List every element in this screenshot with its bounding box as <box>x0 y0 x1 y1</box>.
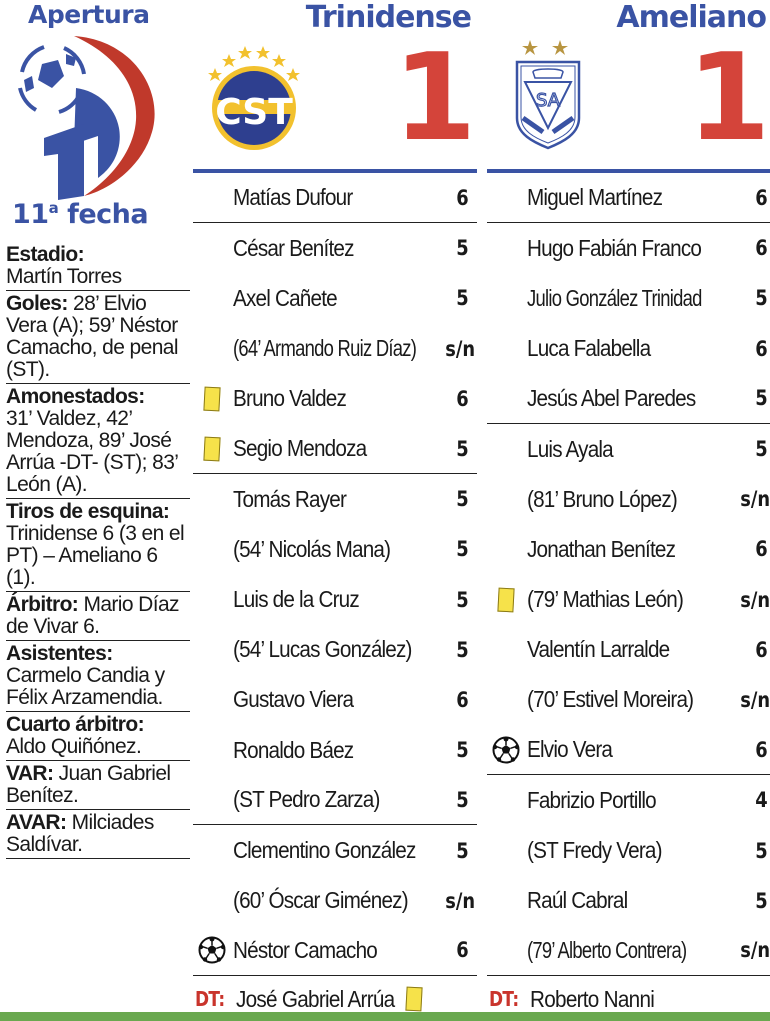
tournament-title: Apertura <box>28 0 150 29</box>
info-text: 31’ Valdez, 42’ Mendoza, 89’ José Arrúa -DT- (ST); 83’ León (A). <box>6 407 178 496</box>
player-name: (ST Fredy Vera) <box>527 837 662 864</box>
info-text: 28’ Elvio Vera (A); 59’ Néstor Camacho, de penal (ST). <box>6 292 178 381</box>
player-rating: 5 <box>456 637 469 662</box>
player-row <box>487 173 770 223</box>
player-rating: 6 <box>456 386 469 411</box>
player-name: Gustavo Viera <box>233 686 354 713</box>
coach-label: DT: <box>195 987 225 1011</box>
player-name: Axel Cañete <box>233 284 337 311</box>
info-label: VAR: <box>6 762 54 785</box>
player-name: (79’ Mathias León) <box>527 586 684 613</box>
info-text: Trinidense 6 (3 en el PT) – Ameliano 6 (1). <box>6 522 185 589</box>
player-name: (54’ Nicolás Mana) <box>233 535 391 562</box>
player-name: (ST Pedro Zarza) <box>233 786 380 813</box>
player-rating: 6 <box>456 185 469 210</box>
player-name: Clementino González <box>233 837 416 864</box>
player-name: Luis Ayala <box>527 435 613 462</box>
info-corners <box>6 499 190 592</box>
player-rating: 5 <box>755 286 768 311</box>
home-coach <box>195 984 422 1014</box>
info-label: Cuarto árbitro: <box>6 713 145 736</box>
yellow-card-icon <box>203 436 220 461</box>
player-rating: s/n <box>445 336 475 361</box>
info-text: Carmelo Candia y Félix Arzamendia. <box>6 664 165 709</box>
player-name: Valentín Larralde <box>527 636 670 663</box>
info-referee <box>6 592 190 641</box>
icon-slot-empty <box>197 735 227 765</box>
icon-slot-empty <box>491 534 521 564</box>
crest-letters: SA <box>535 90 561 111</box>
icon-slot-empty <box>197 836 227 866</box>
icon-slot-empty <box>491 183 521 213</box>
info-label: Tiros de esquina: <box>6 500 170 523</box>
round-number: 11 <box>12 199 49 230</box>
player-row <box>487 625 770 675</box>
player-name: Tomás Rayer <box>233 485 347 512</box>
player-name: Ronaldo Báez <box>233 736 354 763</box>
yellow-card-icon <box>405 987 422 1012</box>
icon-slot-empty <box>197 685 227 715</box>
player-row <box>193 926 477 976</box>
player-rating: s/n <box>740 938 770 963</box>
player-row <box>193 524 477 574</box>
soccer-ball-icon <box>197 935 227 965</box>
crest-letters: CST <box>215 92 293 133</box>
away-crest <box>513 38 583 150</box>
player-row <box>487 424 770 474</box>
yellow-card-icon <box>491 585 521 615</box>
coach-name: Roberto Nanni <box>529 985 654 1012</box>
player-row <box>487 675 770 725</box>
player-row <box>193 424 477 474</box>
player-rating: 6 <box>755 537 768 562</box>
info-fourth-official <box>6 712 190 761</box>
icon-slot-empty <box>491 685 521 715</box>
player-name: Julio González Trinidad <box>527 284 702 311</box>
icon-slot-empty <box>491 233 521 263</box>
info-label: Amonestados: <box>6 385 145 408</box>
match-info-list <box>6 242 190 859</box>
round-word: fecha <box>67 199 149 230</box>
player-row <box>487 725 770 775</box>
info-label: Árbitro: <box>6 593 79 616</box>
home-crest <box>207 38 301 150</box>
yellow-card-icon <box>197 384 227 414</box>
player-row <box>487 273 770 323</box>
icon-slot-empty <box>197 334 227 364</box>
player-rating: 6 <box>755 185 768 210</box>
player-name: Luis de la Cruz <box>233 586 359 613</box>
player-rating: 6 <box>755 737 768 762</box>
trinidense-crest-icon <box>207 38 301 150</box>
icon-slot-empty <box>197 635 227 665</box>
icon-slot-empty <box>197 233 227 263</box>
player-row <box>487 876 770 926</box>
player-name: Hugo Fabián Franco <box>527 234 702 261</box>
player-rating: s/n <box>740 587 770 612</box>
player-name: Néstor Camacho <box>233 936 377 963</box>
player-rating: 6 <box>755 236 768 261</box>
player-row <box>487 474 770 524</box>
away-coach <box>489 984 668 1014</box>
icon-slot-empty <box>197 484 227 514</box>
icon-slot-empty <box>491 383 521 413</box>
player-name: Fabrizio Portillo <box>527 786 656 813</box>
player-row <box>193 825 477 875</box>
soccer-ball-icon <box>491 735 521 765</box>
icon-slot-empty <box>197 283 227 313</box>
player-name: (64’ Armando Ruiz Díaz) <box>233 335 417 362</box>
info-text: Martín Torres <box>6 265 122 288</box>
player-row <box>193 575 477 625</box>
player-rating: 5 <box>755 386 768 411</box>
player-row <box>487 926 770 976</box>
player-name: Bruno Valdez <box>233 385 347 412</box>
player-rating: 6 <box>456 687 469 712</box>
player-rating: 5 <box>755 888 768 913</box>
away-score: 1 <box>687 29 770 168</box>
player-rating: 5 <box>456 286 469 311</box>
away-team-column <box>487 0 770 1021</box>
player-name: (54’ Lucas González) <box>233 636 412 663</box>
footer-bar <box>0 1012 770 1021</box>
player-row <box>193 273 477 323</box>
player-row <box>193 324 477 374</box>
home-score: 1 <box>393 29 477 168</box>
icon-slot-empty <box>197 183 227 213</box>
ameliano-crest-icon <box>513 38 583 150</box>
info-assistants <box>6 641 190 712</box>
coach-name: José Gabriel Arrúa <box>235 985 395 1012</box>
icon-slot-empty <box>197 585 227 615</box>
icon-slot-empty <box>491 334 521 364</box>
icon-slot-empty <box>491 434 521 464</box>
player-rating: 5 <box>456 838 469 863</box>
player-row <box>193 173 477 223</box>
info-label: Goles: <box>6 292 68 315</box>
player-row <box>193 775 477 825</box>
player-rating: 5 <box>456 738 469 763</box>
player-row <box>487 324 770 374</box>
player-row <box>487 374 770 424</box>
info-text: Milciades Saldívar. <box>6 811 154 856</box>
player-row <box>487 524 770 574</box>
round-suffix: a <box>48 199 59 217</box>
player-row <box>193 876 477 926</box>
player-row <box>193 725 477 775</box>
player-name: Segio Mendoza <box>233 435 367 462</box>
icon-slot-empty <box>491 836 521 866</box>
player-name: (60’ Óscar Giménez) <box>233 887 408 914</box>
player-rating: 6 <box>755 637 768 662</box>
info-text: Mario Díaz de Vivar 6. <box>6 593 179 638</box>
player-row <box>487 223 770 273</box>
player-row <box>193 625 477 675</box>
info-label: Estadio: <box>6 243 85 266</box>
icon-slot-empty <box>491 886 521 916</box>
match-sidebar <box>0 0 190 1021</box>
player-rating: 5 <box>456 787 469 812</box>
player-rating: 5 <box>456 436 469 461</box>
player-rating: 6 <box>456 938 469 963</box>
league-logo-icon <box>14 32 164 202</box>
player-name: Matías Dufour <box>233 184 353 211</box>
away-lineup <box>487 173 770 976</box>
info-label: AVAR: <box>6 811 67 834</box>
player-name: Raúl Cabral <box>527 887 628 914</box>
icon-slot-empty <box>491 935 521 965</box>
player-rating: s/n <box>740 687 770 712</box>
icon-slot-empty <box>491 785 521 815</box>
icon-slot-empty <box>491 283 521 313</box>
icon-slot-empty <box>491 635 521 665</box>
player-row <box>193 675 477 725</box>
player-rating: 5 <box>456 487 469 512</box>
info-text: Aldo Quiñónez. <box>6 735 142 758</box>
icon-slot-empty <box>197 886 227 916</box>
coach-label: DT: <box>489 987 519 1011</box>
icon-slot-empty <box>197 534 227 564</box>
info-stadium <box>6 242 190 291</box>
home-team-column <box>193 0 477 1021</box>
icon-slot-empty <box>197 785 227 815</box>
player-row <box>193 223 477 273</box>
player-rating: 5 <box>755 838 768 863</box>
player-name: Jesús Abel Paredes <box>527 384 696 411</box>
info-label: Asistentes: <box>6 642 113 665</box>
info-avar <box>6 810 190 859</box>
info-text: Juan Gabriel Benítez. <box>6 762 171 807</box>
player-rating: 5 <box>755 437 768 462</box>
player-rating: 5 <box>456 537 469 562</box>
icon-slot-empty <box>491 484 521 514</box>
player-name: Jonathan Benítez <box>527 535 676 562</box>
yellow-card-icon <box>197 434 227 464</box>
info-var <box>6 761 190 810</box>
player-rating: s/n <box>445 888 475 913</box>
player-row <box>487 575 770 625</box>
info-goals <box>6 291 190 384</box>
player-row <box>193 374 477 424</box>
player-row <box>487 775 770 825</box>
info-bookings <box>6 384 190 499</box>
player-name: Elvio Vera <box>527 736 613 763</box>
player-row <box>193 474 477 524</box>
home-lineup <box>193 173 477 976</box>
player-name: (81’ Bruno López) <box>527 485 678 512</box>
player-row <box>487 825 770 875</box>
player-rating: 6 <box>755 336 768 361</box>
player-rating: s/n <box>740 487 770 512</box>
round-label <box>12 199 148 230</box>
player-name: Miguel Martínez <box>527 184 663 211</box>
league-logo <box>14 32 164 202</box>
player-name: (70’ Estivel Moreira) <box>527 686 694 713</box>
player-name: César Benítez <box>233 234 354 261</box>
yellow-card-icon <box>497 587 514 612</box>
home-team-name: Trinidense <box>305 0 471 35</box>
yellow-card-icon <box>203 386 220 411</box>
away-team-name: Ameliano <box>616 0 766 35</box>
player-rating: 4 <box>755 788 768 813</box>
player-rating: 5 <box>456 587 469 612</box>
player-name: Luca Falabella <box>527 335 651 362</box>
player-name: (79’ Alberto Contrera) <box>527 936 687 963</box>
player-rating: 5 <box>456 236 469 261</box>
